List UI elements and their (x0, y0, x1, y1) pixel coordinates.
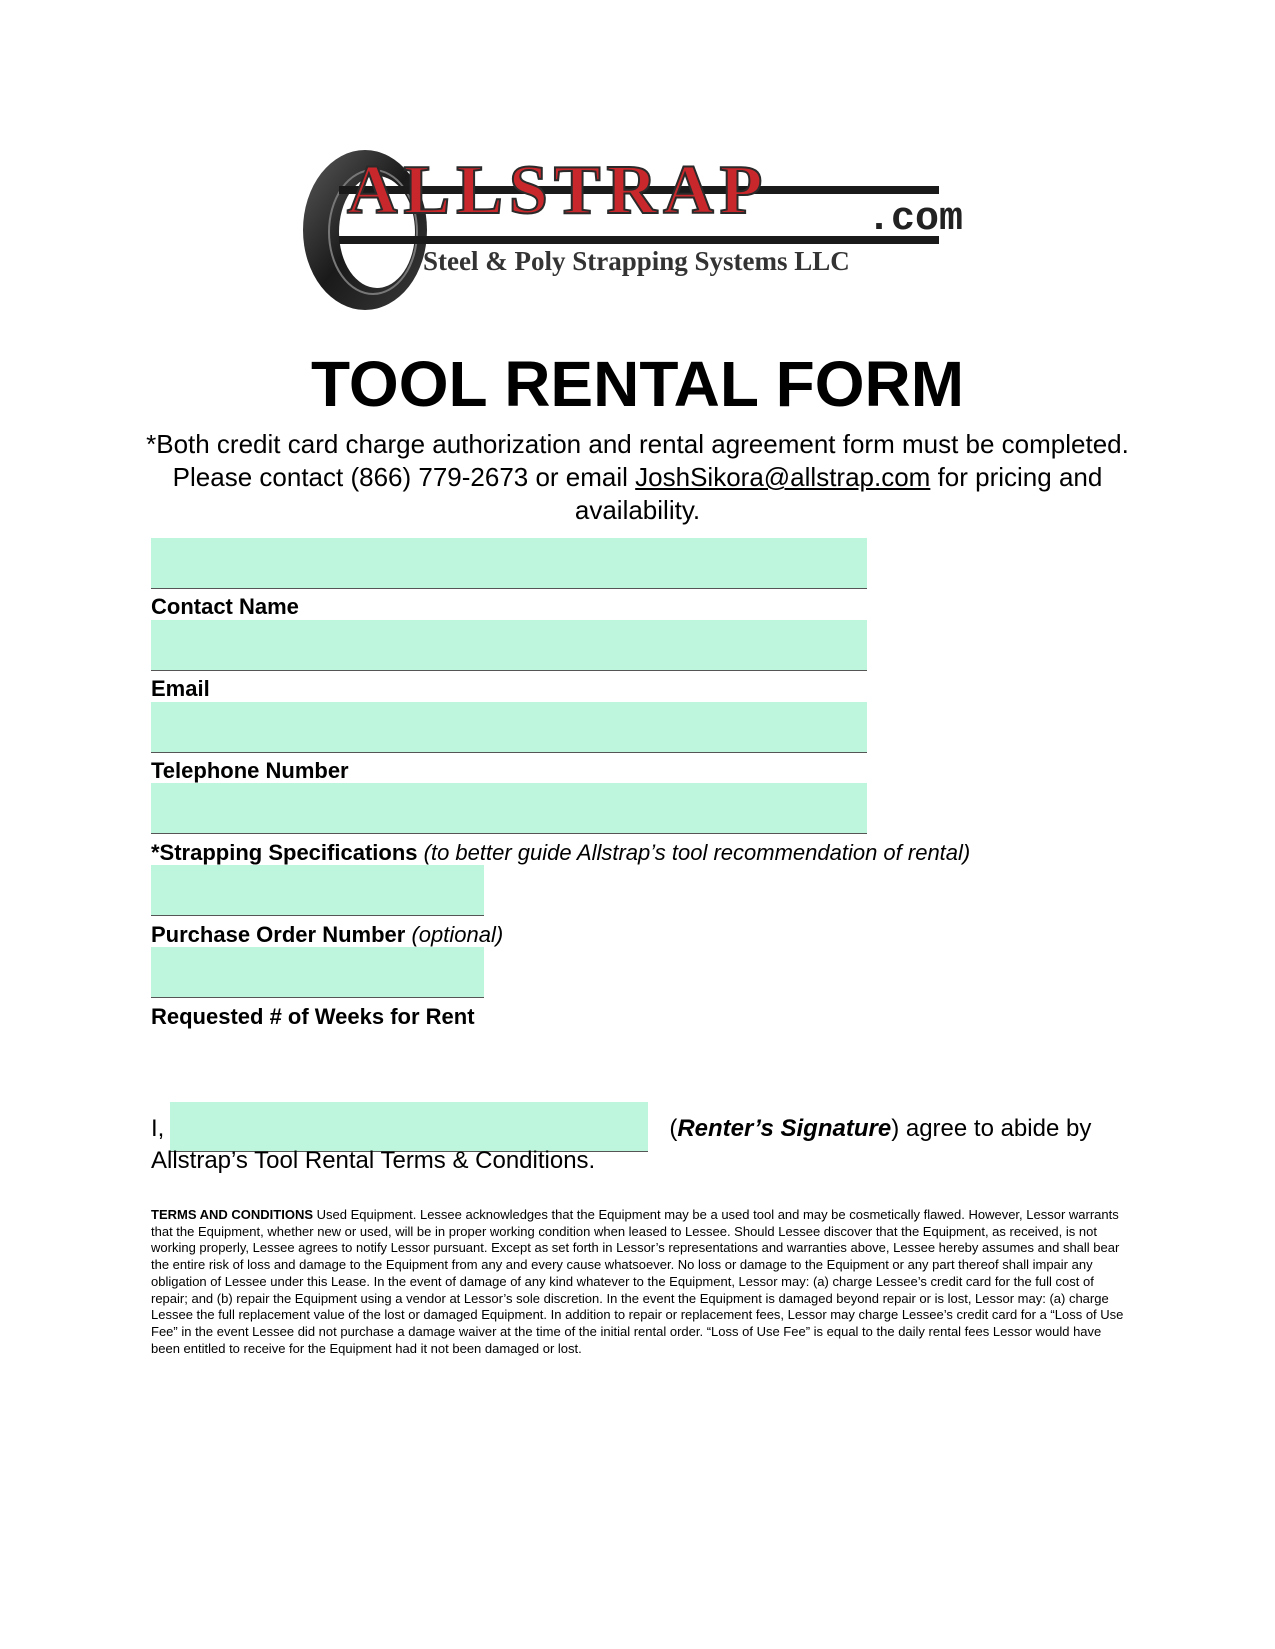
contact-email-link[interactable]: JoshSikora@allstrap.com (635, 462, 931, 492)
strapping-label-text: *Strapping Specifications (151, 840, 418, 865)
strapping-label-note: (to better guide Allstrap’s tool recommendation of rental) (423, 840, 971, 865)
purchase-order-label (151, 924, 503, 946)
po-label-note: (optional) (411, 922, 504, 947)
contact-name-input[interactable] (151, 538, 867, 589)
weeks-label: Requested # of Weeks for Rent (151, 1004, 475, 1029)
terms-body: Used Equipment. Lessee acknowledges that the Equipment may be a used tool and may be cosmetically flawed. However, Lessor warrants that the Equipment, whether new or used, will be in proper working condition when leased to Lessee. Should Lessee discover that the Equipment, as received, is not working properly, Lessee agrees to notify Lessor pursuant. Except as set forth in Lessor’s representations and warranties above, Lessee hereby assumes and shall bear the entire risk of loss and damage to the Equipment from any and every cause whatsoever. No loss or damage to the Equipment or any part thereof shall impair any obligation of Lessee under this Lease. In the event of damage of any kind whatever to the Equipment, Lessor may: (a) charge Lessee’s credit card for the full cost of repair; and (b) repair the Equipment using a vendor at Lessor’s sole discretion. In the event the Equipment is damaged beyond repair or is lost, Lessor may: (a) charge Lessee the full replacement value of the lost or damaged Equipment. In addition to repair or replacement fees, Lessor may charge Lessee’s credit card for a “Loss of Use Fee” in the event Lessee did not purchase a damage waiver at the time of the initial rental order. “Loss of Use Fee” is equal to the daily rental fees Lessor would have been entitled to receive for the Equipment had it not been damaged or lost. (151, 1207, 1124, 1356)
agreement-line-1 (151, 1117, 1151, 1141)
intro-text (140, 428, 1135, 527)
logo-tagline: Steel & Poly Strapping Systems LLC (423, 246, 850, 276)
email-input[interactable] (151, 620, 867, 671)
terms-heading: TERMS AND CONDITIONS (151, 1207, 314, 1222)
page-title: TOOL RENTAL FORM (310, 348, 965, 420)
agreement-line-2: Allstrap’s Tool Rental Terms & Conditions. (151, 1147, 596, 1174)
agreement-paren-open: ( (669, 1115, 678, 1142)
company-logo (295, 148, 985, 320)
email-label: Email (151, 676, 210, 701)
renter-signature-label: Renter’s Signature (677, 1115, 892, 1142)
logo-suffix: .com (867, 197, 964, 242)
contact-name-label: Contact Name (151, 594, 299, 619)
strapping-specifications-input[interactable] (151, 783, 867, 834)
weeks-input[interactable] (151, 947, 484, 998)
intro-before-email: *Both credit card charge authorization and rental agreement form must be completed. Please contact (866) 779-2673 or email (146, 429, 1129, 492)
strapping-specifications-label (151, 842, 970, 864)
po-label-text: Purchase Order Number (151, 922, 406, 947)
telephone-input[interactable] (151, 702, 867, 753)
terms-and-conditions (151, 1207, 1131, 1357)
telephone-label: Telephone Number (151, 758, 349, 783)
agreement-prefix: I, (151, 1115, 165, 1142)
logo-brand: ALLSTRAP (347, 152, 769, 229)
purchase-order-input[interactable] (151, 865, 484, 916)
intro-after-email: for pricing and availability. (574, 462, 1103, 525)
agreement-suffix: ) agree to abide by (891, 1115, 1092, 1142)
